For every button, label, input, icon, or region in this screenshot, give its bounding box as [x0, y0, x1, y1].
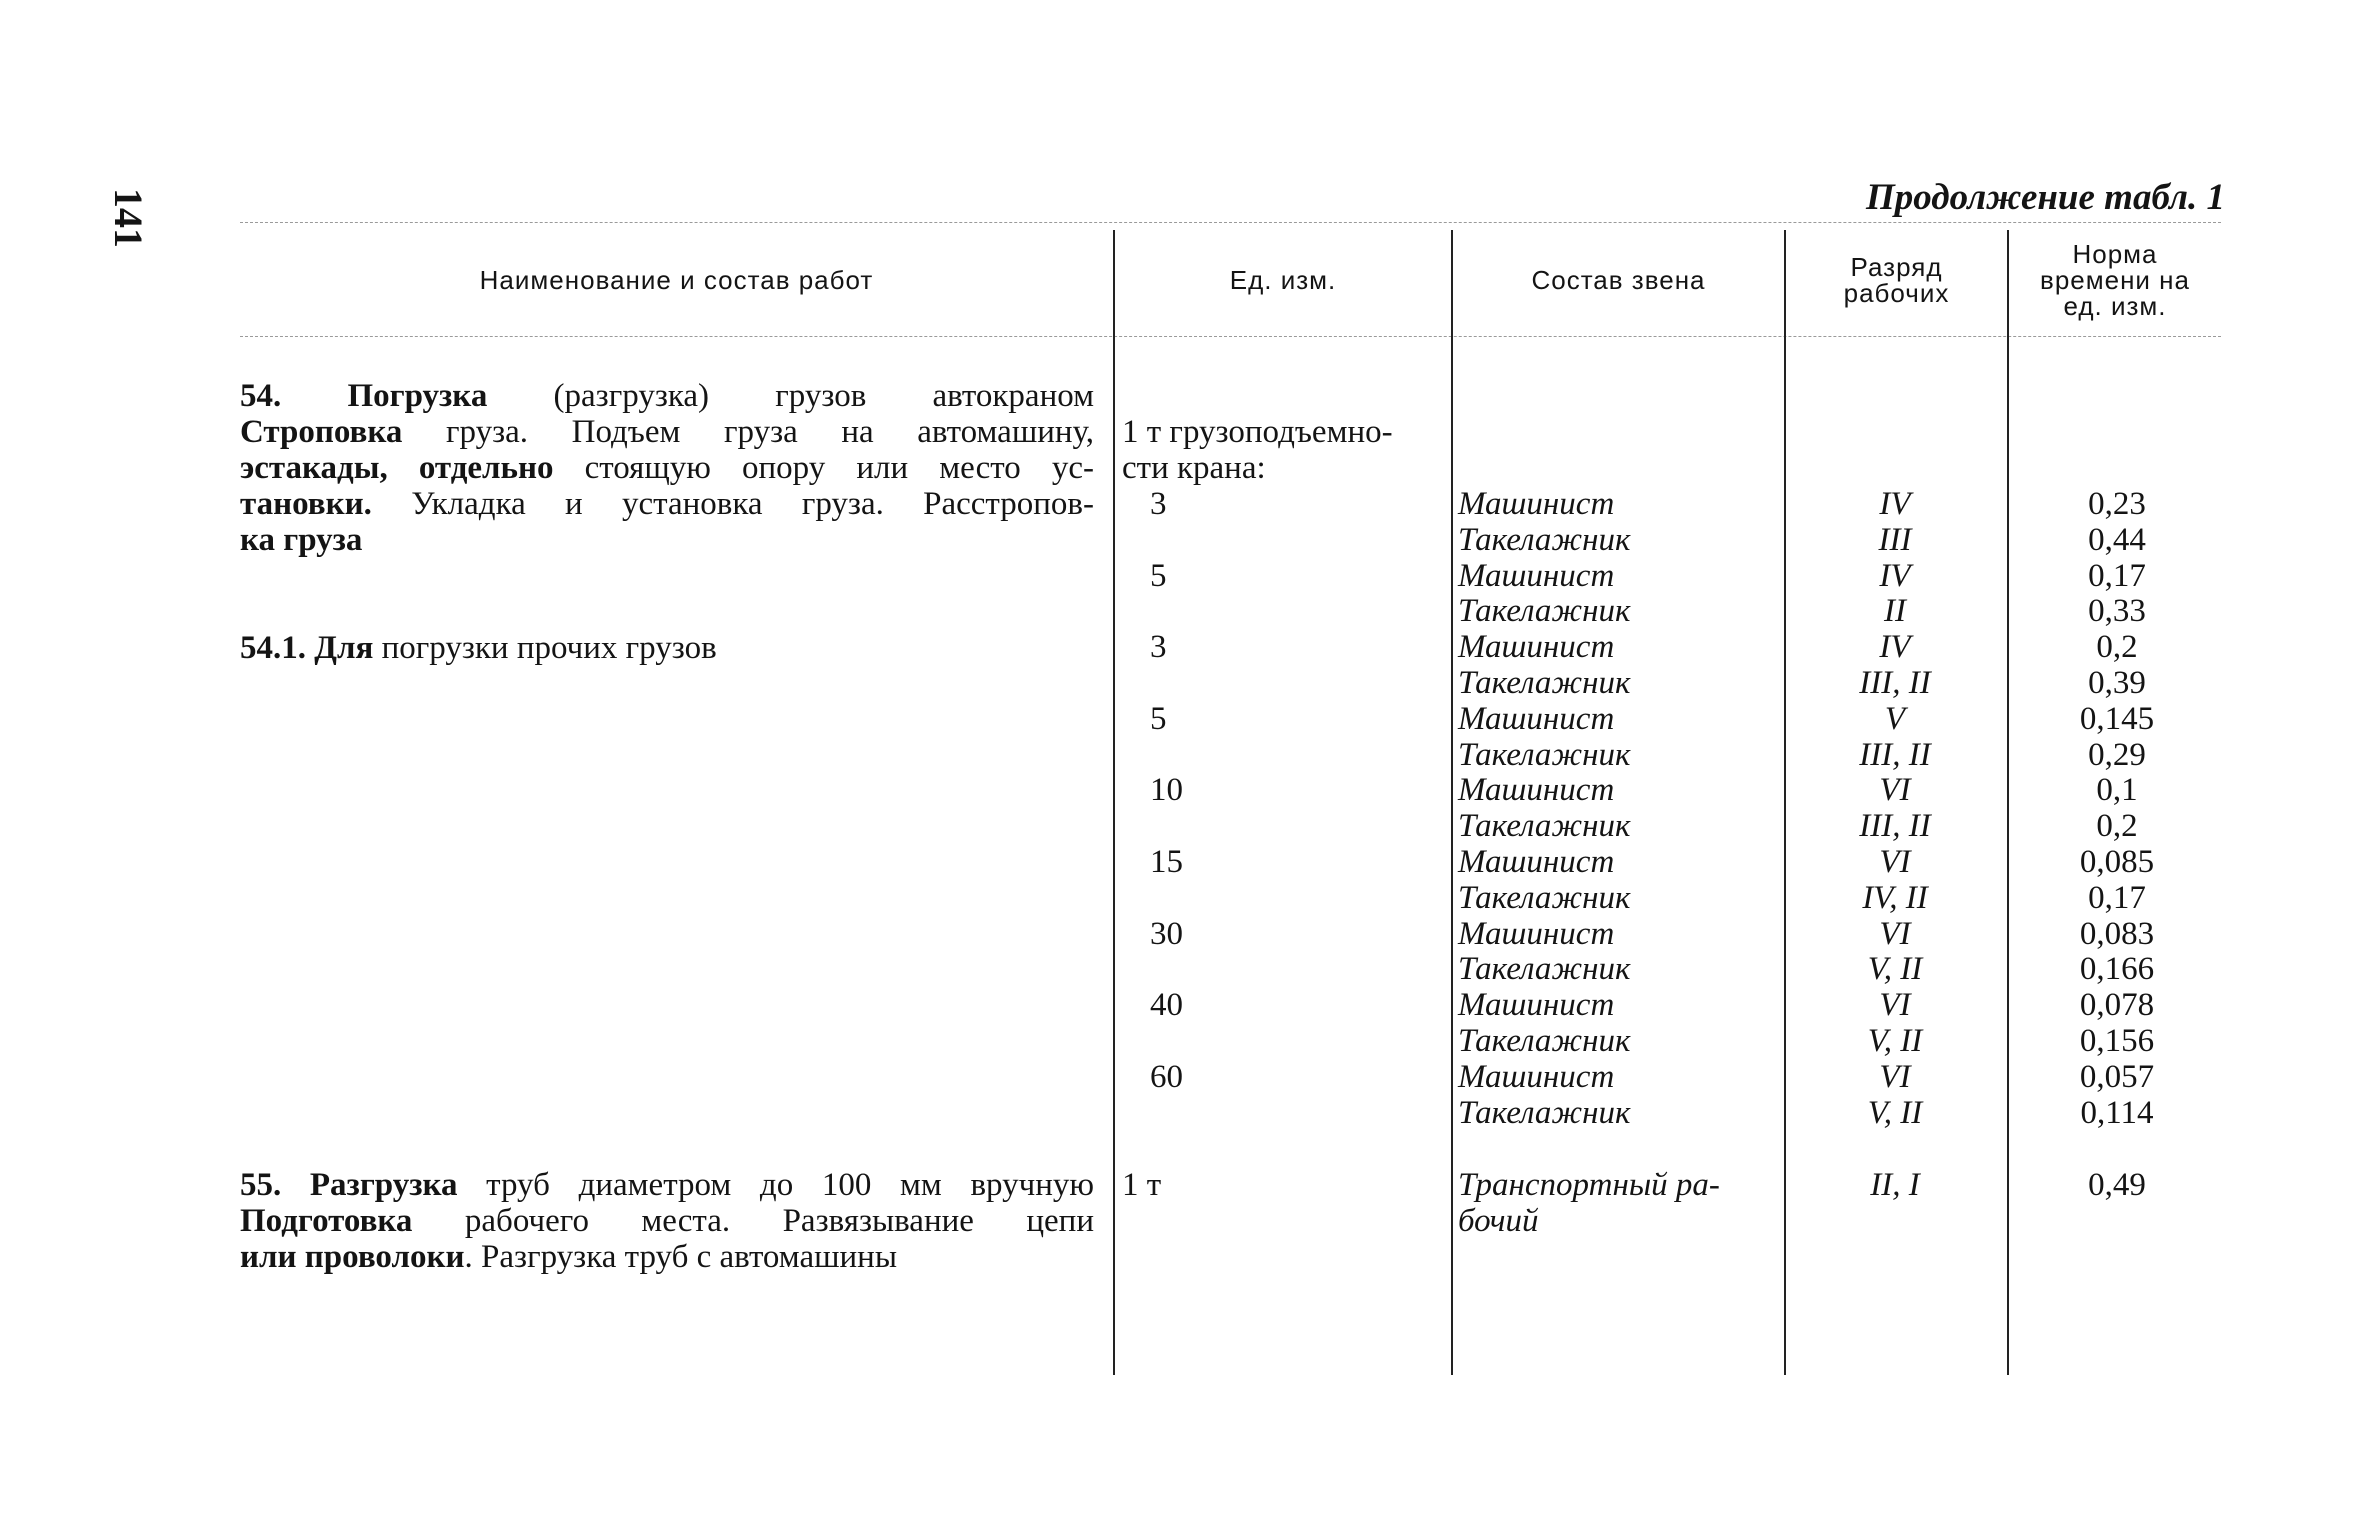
norm-cell: 0,23 [2088, 486, 2146, 522]
crew-cell: Такелажник [1458, 665, 1631, 701]
grade-cell: IV [1879, 557, 1911, 594]
grade-cell: IV, II [1862, 879, 1928, 916]
section-54-1-label: 54.1. Для погрузки прочих грузов [240, 630, 717, 666]
norm-cell: 0,1 [2096, 772, 2138, 809]
crew-cell: Такелажник [1458, 1094, 1631, 1131]
table-row [0, 808, 2363, 844]
norm-cell: 0,145 [2079, 700, 2155, 737]
norm-cell: 0,49 [2088, 1167, 2146, 1203]
grade-cell: III, II [1859, 736, 1931, 773]
crew-cell: Машинист [1458, 557, 1615, 594]
description-line: 55. Разгрузка труб диаметром до 100 мм вручную [240, 1167, 1095, 1203]
norm-cell: 0,078 [2079, 987, 2155, 1024]
grade-cell: V, II [1867, 1023, 1923, 1059]
header-crew: Состав звена [1531, 265, 1706, 295]
table-row [0, 701, 2363, 737]
table-row [0, 629, 2363, 665]
grade-cell: II, I [1870, 1167, 1920, 1203]
unit-cell: 5 [1150, 700, 1167, 737]
crew-cell: Такелажник [1458, 808, 1631, 845]
crew-cell: Такелажник [1458, 736, 1631, 773]
unit-cell: 60 [1150, 1058, 1183, 1095]
unit-cell: 1 т [1122, 1167, 1162, 1203]
norm-cell: 0,083 [2079, 915, 2155, 952]
section-54-unit [1122, 414, 1393, 486]
header-top-rule [240, 222, 2221, 223]
crew-cell: Такелажник [1458, 593, 1631, 630]
description-line: тановки. Укладка и установка груза. Расстропов- [240, 486, 1094, 522]
table-row [0, 844, 2363, 880]
norm-cell: 0,085 [2079, 844, 2155, 880]
norm-cell: 0,44 [2088, 521, 2146, 558]
table-row [0, 880, 2363, 916]
description-line: эстакады, отдельно стоящую опору или место ус- [240, 450, 1094, 486]
unit-line: 1 т грузоподъемно- [1122, 414, 1393, 450]
norm-cell: 0,2 [2096, 808, 2138, 845]
table-row [0, 486, 2363, 522]
unit-cell: 10 [1150, 772, 1183, 809]
crew-cell: Машинист [1458, 844, 1615, 880]
table-row [0, 916, 2363, 952]
norm-cell: 0,156 [2079, 1023, 2155, 1059]
table-row [0, 558, 2363, 594]
grade-cell: V, II [1867, 1094, 1923, 1131]
description-line: или проволоки. Разгрузка труб с автомашины [240, 1239, 898, 1275]
grade-cell: VI [1879, 772, 1911, 809]
grade-cell: II [1884, 593, 1906, 630]
table-row [0, 951, 2363, 987]
description-line: Подготовка рабочего места. Развязывание цепи [240, 1203, 1094, 1239]
grade-cell: VI [1879, 844, 1911, 880]
crew-cell: Машинист [1458, 772, 1615, 809]
grade-cell: III [1878, 521, 1912, 558]
table-row [0, 1095, 2363, 1131]
norm-cell: 0,057 [2079, 1058, 2155, 1095]
unit-cell: 30 [1150, 915, 1183, 952]
grade-cell: IV [1879, 486, 1911, 522]
unit-cell: 5 [1150, 557, 1167, 594]
table-row [0, 593, 2363, 629]
header-grade: Разряд рабочих [1843, 252, 1950, 308]
crew-cell: Машинист [1458, 1058, 1615, 1095]
crew-cell: Машинист [1458, 987, 1615, 1024]
description-line: 54. Погрузка (разгрузка) грузов автокраном [240, 378, 1094, 414]
table-row [0, 1059, 2363, 1095]
table-continuation-label: Продолжение табл. 1 [1866, 177, 2225, 218]
unit-line: сти крана: [1122, 450, 1266, 486]
grade-cell: VI [1879, 915, 1911, 952]
crew-cell: Машинист [1458, 486, 1615, 522]
unit-cell: 3 [1150, 629, 1167, 666]
norm-cell: 0,29 [2088, 736, 2146, 773]
crew-cell: Такелажник [1458, 879, 1631, 916]
table-row [0, 665, 2363, 701]
crew-cell: Транспортный ра- бочий [1458, 1167, 1720, 1239]
table-row [0, 1023, 2363, 1059]
header-unit: Ед. изм. [1229, 265, 1337, 295]
crew-cell: Машинист [1458, 700, 1615, 737]
crew-cell: Такелажник [1458, 1023, 1631, 1059]
grade-cell: III, II [1859, 665, 1931, 701]
norm-cell: 0,166 [2079, 951, 2155, 988]
norm-cell: 0,114 [2080, 1094, 2154, 1131]
description-line: Строповка груза. Подъем груза на автомашину, [240, 414, 1094, 450]
header-norm: Норма времени на ед. изм. [2040, 239, 2190, 321]
norm-cell: 0,17 [2088, 557, 2146, 594]
norm-cell: 0,17 [2088, 879, 2146, 916]
norm-cell: 0,39 [2088, 665, 2146, 701]
norm-cell: 0,2 [2096, 629, 2138, 666]
table-row [0, 522, 2363, 558]
header-bottom-rule [240, 336, 2221, 337]
description-line: ка груза [240, 522, 363, 558]
crew-cell: Машинист [1458, 915, 1615, 952]
table-row [0, 772, 2363, 808]
grade-cell: IV [1879, 629, 1911, 666]
crew-cell: Такелажник [1458, 521, 1631, 558]
norm-cell: 0,33 [2088, 593, 2146, 630]
grade-cell: V, II [1867, 951, 1923, 988]
table-row [0, 987, 2363, 1023]
grade-cell: III, II [1859, 808, 1931, 845]
page-number: 141 [106, 188, 151, 248]
header-name: Наименование и состав работ [479, 265, 874, 295]
unit-cell: 40 [1150, 987, 1183, 1024]
table-row [0, 737, 2363, 773]
unit-cell: 15 [1150, 844, 1183, 880]
grade-cell: VI [1879, 1058, 1911, 1095]
crew-cell: Такелажник [1458, 951, 1631, 988]
unit-cell: 3 [1150, 486, 1167, 522]
grade-cell: V [1884, 700, 1906, 737]
grade-cell: VI [1879, 987, 1911, 1024]
crew-cell: Машинист [1458, 629, 1615, 666]
